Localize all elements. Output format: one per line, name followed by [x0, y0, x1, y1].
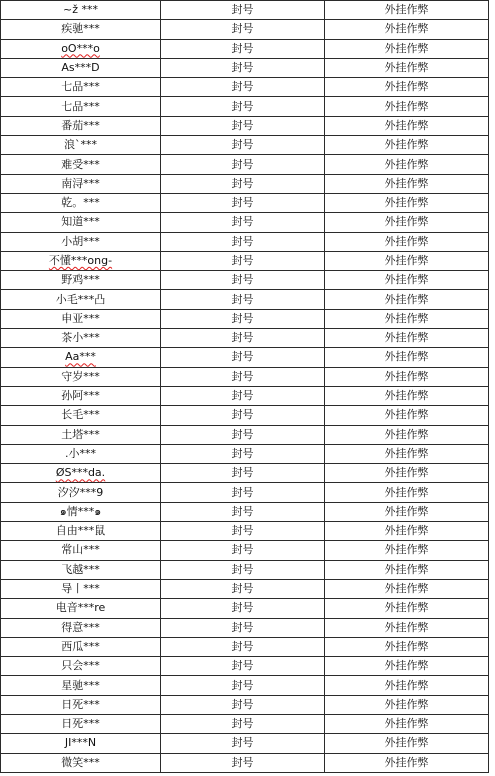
table-row — [1, 97, 489, 116]
player-name: 番茄*** — [61, 118, 100, 132]
player-name-cell — [1, 386, 161, 405]
player-name-cell — [1, 232, 161, 251]
player-name: 七品*** — [61, 99, 100, 113]
penalty-cell: 封号 — [161, 714, 325, 733]
reason-cell: 外挂作弊 — [325, 676, 489, 695]
player-name: 浪`*** — [64, 138, 97, 152]
player-name: 南浔*** — [61, 176, 100, 190]
reason-cell: 外挂作弊 — [325, 329, 489, 348]
reason-cell: 外挂作弊 — [325, 271, 489, 290]
reason-cell: 外挂作弊 — [325, 155, 489, 174]
penalty-cell: 封号 — [161, 657, 325, 676]
player-name: 野鸡*** — [61, 273, 100, 287]
reason-cell: 外挂作弊 — [325, 618, 489, 637]
penalty-cell: 封号 — [161, 213, 325, 232]
penalty-cell: 封号 — [161, 502, 325, 521]
table-row — [1, 251, 489, 270]
table-row — [1, 290, 489, 309]
player-name: 常山*** — [61, 543, 100, 557]
table-row — [1, 155, 489, 174]
player-name-cell — [1, 579, 161, 598]
reason-cell: 外挂作弊 — [325, 579, 489, 598]
player-name: JI***N — [64, 736, 97, 750]
reason-cell: 外挂作弊 — [325, 734, 489, 753]
player-name-cell — [1, 676, 161, 695]
table-row — [1, 464, 489, 483]
penalty-cell: 封号 — [161, 271, 325, 290]
reason-cell: 外挂作弊 — [325, 406, 489, 425]
player-name: 乾。*** — [61, 196, 100, 210]
player-name: 得意*** — [61, 620, 100, 634]
player-name-cell — [1, 309, 161, 328]
table-row — [1, 20, 489, 39]
table-row — [1, 193, 489, 212]
reason-cell: 外挂作弊 — [325, 502, 489, 521]
player-name: 守岁*** — [61, 369, 100, 383]
ban-list-body — [1, 1, 489, 773]
penalty-cell: 封号 — [161, 97, 325, 116]
reason-cell: 外挂作弊 — [325, 232, 489, 251]
reason-cell: 外挂作弊 — [325, 522, 489, 541]
player-name: 星驰*** — [61, 678, 100, 692]
player-name-cell — [1, 174, 161, 193]
player-name: 西瓜*** — [61, 639, 100, 653]
reason-cell: 外挂作弊 — [325, 444, 489, 463]
table-row — [1, 329, 489, 348]
penalty-cell: 封号 — [161, 174, 325, 193]
penalty-cell: 封号 — [161, 579, 325, 598]
penalty-cell: 封号 — [161, 309, 325, 328]
table-row — [1, 1, 489, 20]
player-name-cell — [1, 483, 161, 502]
table-row — [1, 58, 489, 77]
player-name: As***D — [61, 61, 100, 75]
player-name-cell — [1, 522, 161, 541]
penalty-cell: 封号 — [161, 348, 325, 367]
player-name-cell — [1, 464, 161, 483]
penalty-cell: 封号 — [161, 753, 325, 772]
table-row — [1, 483, 489, 502]
table-row — [1, 637, 489, 656]
reason-cell: 外挂作弊 — [325, 483, 489, 502]
penalty-cell: 封号 — [161, 20, 325, 39]
penalty-cell: 封号 — [161, 541, 325, 560]
penalty-cell: 封号 — [161, 637, 325, 656]
table-row — [1, 579, 489, 598]
reason-cell: 外挂作弊 — [325, 39, 489, 58]
reason-cell: 外挂作弊 — [325, 695, 489, 714]
player-name: 孙阿*** — [61, 389, 100, 403]
table-row — [1, 174, 489, 193]
reason-cell: 外挂作弊 — [325, 348, 489, 367]
player-name-cell — [1, 406, 161, 425]
penalty-cell: 封号 — [161, 136, 325, 155]
player-name-cell — [1, 753, 161, 772]
table-row — [1, 406, 489, 425]
player-name-cell — [1, 541, 161, 560]
penalty-cell: 封号 — [161, 464, 325, 483]
table-row — [1, 522, 489, 541]
penalty-cell: 封号 — [161, 155, 325, 174]
table-row — [1, 271, 489, 290]
reason-cell: 外挂作弊 — [325, 425, 489, 444]
player-name: ~ž *** — [63, 3, 98, 17]
player-name-cell — [1, 193, 161, 212]
table-row — [1, 348, 489, 367]
player-name-cell — [1, 425, 161, 444]
player-name: 自由***鼠 — [55, 524, 106, 538]
table-row — [1, 444, 489, 463]
table-row — [1, 425, 489, 444]
player-name-cell — [1, 97, 161, 116]
table-row — [1, 386, 489, 405]
reason-cell: 外挂作弊 — [325, 213, 489, 232]
reason-cell: 外挂作弊 — [325, 714, 489, 733]
player-name-cell — [1, 444, 161, 463]
player-name-cell — [1, 695, 161, 714]
player-name-cell — [1, 78, 161, 97]
player-name: ØS***da. — [55, 466, 106, 480]
reason-cell: 外挂作弊 — [325, 367, 489, 386]
reason-cell: 外挂作弊 — [325, 193, 489, 212]
penalty-cell: 封号 — [161, 232, 325, 251]
reason-cell: 外挂作弊 — [325, 136, 489, 155]
table-row — [1, 599, 489, 618]
penalty-cell: 封号 — [161, 483, 325, 502]
reason-cell: 外挂作弊 — [325, 97, 489, 116]
player-name: 只会*** — [61, 659, 100, 673]
table-row — [1, 39, 489, 58]
table-row — [1, 657, 489, 676]
player-name: 不懂***ong- — [48, 254, 113, 267]
penalty-cell: 封号 — [161, 39, 325, 58]
player-name: 导丨*** — [61, 582, 100, 596]
player-name-cell — [1, 116, 161, 135]
player-name-cell — [1, 136, 161, 155]
reason-cell: 外挂作弊 — [325, 1, 489, 20]
player-name: 长毛*** — [61, 408, 100, 422]
player-name: 日死*** — [61, 697, 100, 711]
reason-cell: 外挂作弊 — [325, 58, 489, 77]
player-name-cell — [1, 618, 161, 637]
penalty-cell: 封号 — [161, 734, 325, 753]
player-name: oO***o — [61, 41, 100, 55]
penalty-cell: 封号 — [161, 116, 325, 135]
reason-cell: 外挂作弊 — [325, 464, 489, 483]
table-row — [1, 78, 489, 97]
reason-cell: 外挂作弊 — [325, 20, 489, 39]
player-name-cell — [1, 329, 161, 348]
table-row — [1, 541, 489, 560]
penalty-cell: 封号 — [161, 329, 325, 348]
table-row — [1, 695, 489, 714]
player-name: 日死*** — [61, 717, 100, 731]
player-name-cell — [1, 734, 161, 753]
penalty-cell: 封号 — [161, 425, 325, 444]
player-name-cell — [1, 502, 161, 521]
table-row — [1, 367, 489, 386]
table-row — [1, 116, 489, 135]
table-row — [1, 714, 489, 733]
reason-cell: 外挂作弊 — [325, 290, 489, 309]
player-name: 飞越*** — [61, 562, 100, 576]
penalty-cell: 封号 — [161, 193, 325, 212]
reason-cell: 外挂作弊 — [325, 174, 489, 193]
player-name: .小*** — [65, 446, 96, 460]
player-name: 难受*** — [61, 157, 100, 171]
reason-cell: 外挂作弊 — [325, 541, 489, 560]
player-name: 知道*** — [61, 215, 100, 229]
penalty-cell: 封号 — [161, 78, 325, 97]
player-name-cell — [1, 20, 161, 39]
reason-cell: 外挂作弊 — [325, 657, 489, 676]
player-name-cell — [1, 657, 161, 676]
player-name: 茶小*** — [61, 331, 100, 345]
penalty-cell: 封号 — [161, 251, 325, 270]
player-name-cell — [1, 251, 161, 270]
table-row — [1, 676, 489, 695]
reason-cell: 外挂作弊 — [325, 637, 489, 656]
player-name-cell — [1, 1, 161, 20]
reason-cell: 外挂作弊 — [325, 753, 489, 772]
table-row — [1, 232, 489, 251]
penalty-cell: 封号 — [161, 695, 325, 714]
table-row — [1, 309, 489, 328]
reason-cell: 外挂作弊 — [325, 309, 489, 328]
player-name: 微笑*** — [61, 755, 100, 769]
penalty-cell: 封号 — [161, 444, 325, 463]
player-name: ๑情***๑ — [59, 504, 102, 518]
player-name-cell — [1, 155, 161, 174]
player-name-cell — [1, 599, 161, 618]
player-name: 小胡*** — [61, 234, 100, 248]
player-name-cell — [1, 271, 161, 290]
table-row — [1, 560, 489, 579]
table-row — [1, 213, 489, 232]
penalty-cell: 封号 — [161, 406, 325, 425]
player-name: 疾驰*** — [61, 22, 100, 36]
penalty-cell: 封号 — [161, 676, 325, 695]
player-name-cell — [1, 637, 161, 656]
penalty-cell: 封号 — [161, 560, 325, 579]
player-name: Aa*** — [65, 350, 96, 364]
player-name: 七品*** — [61, 80, 100, 94]
player-name-cell — [1, 213, 161, 232]
table-row — [1, 136, 489, 155]
reason-cell: 外挂作弊 — [325, 560, 489, 579]
player-name-cell — [1, 39, 161, 58]
reason-cell: 外挂作弊 — [325, 251, 489, 270]
penalty-cell: 封号 — [161, 386, 325, 405]
penalty-cell: 封号 — [161, 618, 325, 637]
player-name: 汐汐***9 — [57, 485, 104, 499]
table-row — [1, 734, 489, 753]
table-row — [1, 753, 489, 772]
player-name-cell — [1, 367, 161, 386]
penalty-cell: 封号 — [161, 367, 325, 386]
player-name-cell — [1, 290, 161, 309]
player-name-cell — [1, 714, 161, 733]
penalty-cell: 封号 — [161, 1, 325, 20]
penalty-cell: 封号 — [161, 522, 325, 541]
player-name: 土塔*** — [61, 427, 100, 441]
reason-cell: 外挂作弊 — [325, 116, 489, 135]
reason-cell: 外挂作弊 — [325, 386, 489, 405]
reason-cell: 外挂作弊 — [325, 78, 489, 97]
player-name-cell — [1, 58, 161, 77]
player-name: 申亚*** — [61, 311, 100, 325]
penalty-cell: 封号 — [161, 58, 325, 77]
penalty-cell: 封号 — [161, 599, 325, 618]
player-name-cell — [1, 560, 161, 579]
penalty-cell: 封号 — [161, 290, 325, 309]
player-name: 小毛***凸 — [55, 292, 106, 306]
reason-cell: 外挂作弊 — [325, 599, 489, 618]
player-name-cell — [1, 348, 161, 367]
player-name: 电音***re — [55, 601, 106, 615]
table-row — [1, 618, 489, 637]
table-row — [1, 502, 489, 521]
